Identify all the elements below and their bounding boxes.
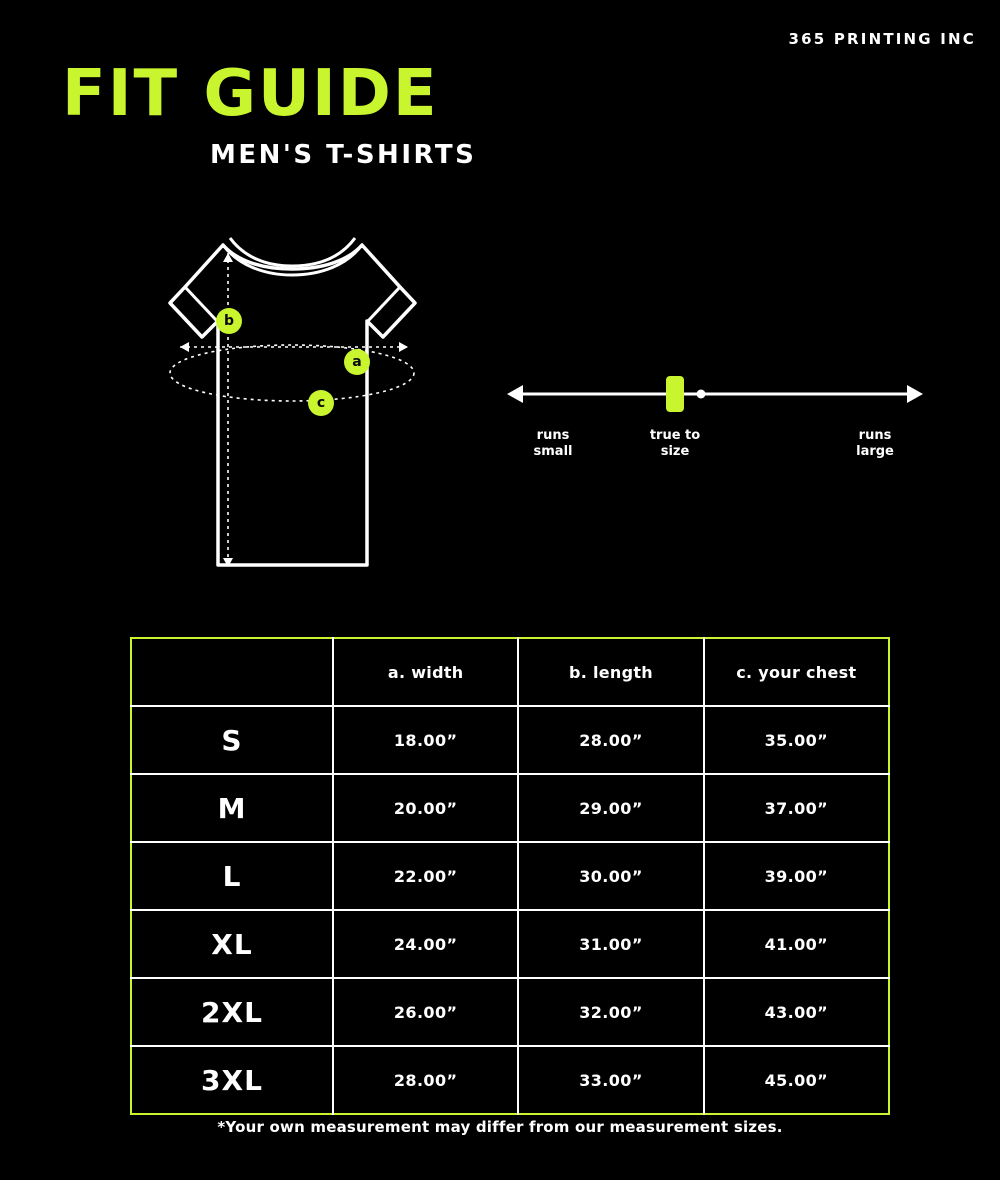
table-row <box>131 1046 889 1114</box>
size-chart-table <box>130 637 890 1115</box>
footnote: *Your own measurement may differ from our measurement sizes. <box>217 1118 783 1136</box>
row-length: 32.00” <box>518 978 703 1046</box>
row-length: 30.00” <box>518 842 703 910</box>
tshirt-diagram <box>90 225 490 580</box>
column-header-size <box>131 638 333 706</box>
page-subtitle: MEN'S T-SHIRTS <box>210 140 477 170</box>
row-size: 2XL <box>131 978 333 1046</box>
row-size: M <box>131 774 333 842</box>
row-chest: 39.00” <box>704 842 889 910</box>
table-row <box>131 842 889 910</box>
row-size: 3XL <box>131 1046 333 1114</box>
row-width: 22.00” <box>333 842 518 910</box>
table-header-row <box>131 638 889 706</box>
row-width: 18.00” <box>333 706 518 774</box>
page-title-block <box>62 57 477 170</box>
row-width: 28.00” <box>333 1046 518 1114</box>
row-length: 28.00” <box>518 706 703 774</box>
brand-name: 365 PRINTING INC <box>788 30 976 48</box>
row-length: 33.00” <box>518 1046 703 1114</box>
fit-scale-label-true-line2: size <box>660 444 690 460</box>
fit-scale-label-small-line2: small <box>533 444 573 460</box>
fit-scale-arrow-icon <box>505 360 925 420</box>
row-size: L <box>131 842 333 910</box>
column-header-chest: c. your chest <box>704 638 889 706</box>
row-chest: 43.00” <box>704 978 889 1046</box>
row-chest: 41.00” <box>704 910 889 978</box>
table-row <box>131 706 889 774</box>
fit-scale-label-large-line1: runs <box>858 428 892 443</box>
column-header-length: b. length <box>518 638 703 706</box>
table-row <box>131 978 889 1046</box>
row-length: 29.00” <box>518 774 703 842</box>
fit-scale-label-large-line2: large <box>856 444 894 460</box>
fit-scale-label-large <box>835 428 915 461</box>
badge-c: c <box>308 390 334 416</box>
table-row <box>131 910 889 978</box>
row-size: XL <box>131 910 333 978</box>
column-header-width: a. width <box>333 638 518 706</box>
fit-scale-label-true <box>635 428 715 461</box>
row-chest: 35.00” <box>704 706 889 774</box>
fit-scale-label-small-line1: runs <box>536 428 570 443</box>
tshirt-outline-icon <box>90 225 490 580</box>
fit-scale <box>505 360 925 480</box>
badge-b: b <box>216 308 242 334</box>
row-width: 20.00” <box>333 774 518 842</box>
page-title: FIT GUIDE <box>62 57 439 131</box>
row-chest: 37.00” <box>704 774 889 842</box>
table-row <box>131 774 889 842</box>
row-width: 24.00” <box>333 910 518 978</box>
row-width: 26.00” <box>333 978 518 1046</box>
fit-scale-label-true-line1: true to <box>649 428 701 443</box>
fit-scale-marker <box>666 376 684 412</box>
row-chest: 45.00” <box>704 1046 889 1114</box>
row-size: S <box>131 706 333 774</box>
row-length: 31.00” <box>518 910 703 978</box>
fit-scale-label-small <box>513 428 593 461</box>
badge-a: a <box>344 349 370 375</box>
